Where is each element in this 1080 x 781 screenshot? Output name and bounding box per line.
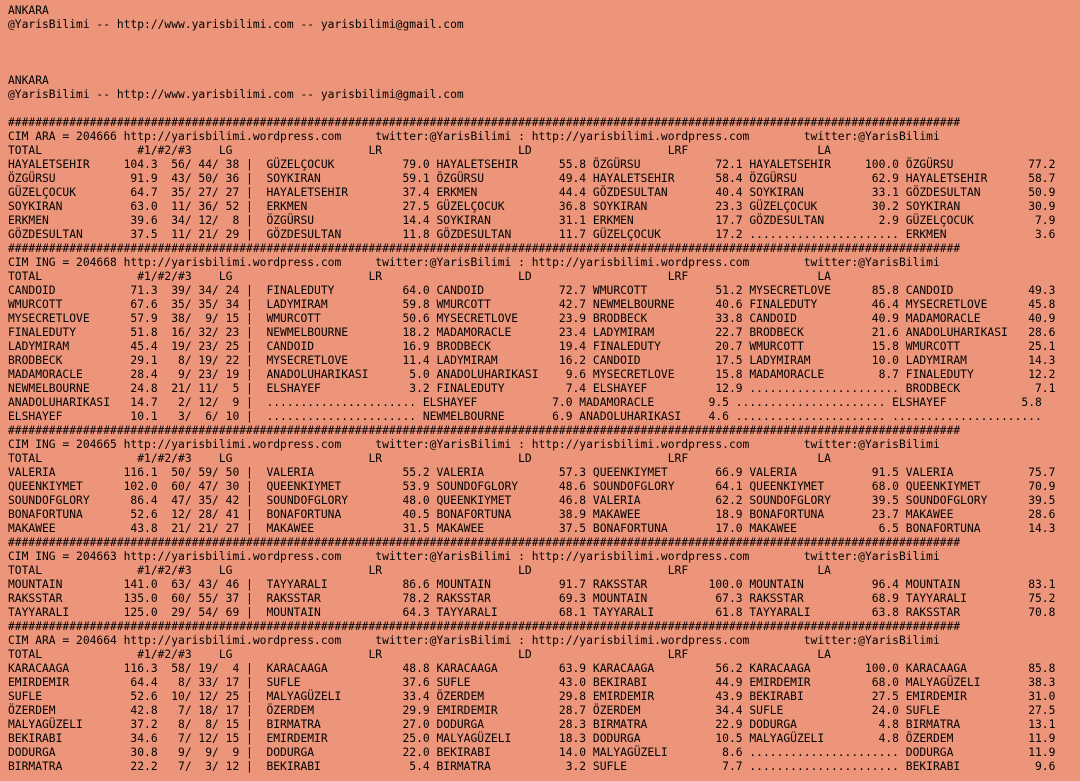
text-line: ############################################################################################################################################ <box>8 242 961 255</box>
text-line: ANKARA <box>8 74 49 87</box>
text-line: RAKSSTAR 135.0 60/ 55/ 37 | RAKSSTAR 78.2 RAKSSTAR 69.3 MOUNTAIN 67.3 RAKSSTAR 68.9 TAYYARALI 75.2 <box>8 592 1056 605</box>
text-line: ANKARA <box>8 4 49 17</box>
text-line <box>8 102 1080 116</box>
text-line: TOTAL #1/#2/#3 LG LR LD LRF LA <box>8 648 831 661</box>
text-line: BIRMATRA 22.2 7/ 3/ 12 | BEKIRABI 5.4 BIRMATRA 3.2 SUFLE 7.7 ...................... BEKIRABI 9.6 <box>8 760 1056 773</box>
text-line: HAYALETSEHIR 104.3 56/ 44/ 38 | GÜZELÇOCUK 79.0 HAYALETSEHIR 55.8 ÖZGÜRSU 72.1 HAYALETSEHIR 100.0 ÖZGÜRSU 77.2 <box>8 158 1056 171</box>
text-line: BONAFORTUNA 52.6 12/ 28/ 41 | BONAFORTUNA 40.5 BONAFORTUNA 38.9 MAKAWEE 18.9 BONAFORTUNA 23.7 MAKAWEE 28.6 <box>8 508 1056 521</box>
text-line: WMURCOTT 67.6 35/ 35/ 34 | LADYMIRAM 59.8 WMURCOTT 42.7 NEWMELBOURNE 40.6 FINALEDUTY 46.4 MYSECRETLOVE 45.8 <box>8 298 1056 311</box>
text-line: ÖZERDEM 42.8 7/ 18/ 17 | ÖZERDEM 29.9 EMIRDEMIR 28.7 ÖZERDEM 34.4 SUFLE 24.0 SUFLE 27.5 <box>8 704 1056 717</box>
text-line: CIM ING = 204663 http://yarisbilimi.wordpress.com twitter:@YarisBilimi : http://yarisbilimi.wordpress.com twitter:@YarisBilimi <box>8 550 940 563</box>
text-line: GÜZELÇOCUK 64.7 35/ 27/ 27 | HAYALETSEHIR 37.4 ERKMEN 44.4 GÖZDESULTAN 40.4 SOYKIRAN 33.1 GÖZDESULTAN 50.9 <box>8 186 1056 199</box>
text-line: GÖZDESULTAN 37.5 11/ 21/ 29 | GÖZDESULTAN 11.8 GÖZDESULTAN 11.7 GÜZELÇOCUK 17.2 ...................... ERKMEN 3.6 <box>8 228 1056 241</box>
text-line <box>8 32 1080 46</box>
text-line: SOUNDOFGLORY 86.4 47/ 35/ 42 | SOUNDOFGLORY 48.0 QUEENKIYMET 46.8 VALERIA 62.2 SOUNDOFGLORY 39.5 SOUNDOFGLORY 39.5 <box>8 494 1056 507</box>
text-line: TOTAL #1/#2/#3 LG LR LD LRF LA <box>8 144 831 157</box>
text-line: TOTAL #1/#2/#3 LG LR LD LRF LA <box>8 452 831 465</box>
text-line <box>8 60 1080 74</box>
text-line: CIM ARA = 204664 http://yarisbilimi.wordpress.com twitter:@YarisBilimi : http://yarisbilimi.wordpress.com twitter:@YarisBilimi <box>8 634 940 647</box>
text-line: EMIRDEMIR 64.4 8/ 33/ 17 | SUFLE 37.6 SUFLE 43.0 BEKIRABI 44.9 EMIRDEMIR 68.0 MALYAGÜZELI 38.3 <box>8 676 1056 689</box>
text-line: QUEENKIYMET 102.0 60/ 47/ 30 | QUEENKIYMET 53.9 SOUNDOFGLORY 48.6 SOUNDOFGLORY 64.1 QUEENKIYMET 68.0 QUEENKIYMET 70.9 <box>8 480 1056 493</box>
text-line: ############################################################################################################################################ <box>8 424 961 437</box>
text-line: TOTAL #1/#2/#3 LG LR LD LRF LA <box>8 270 831 283</box>
text-line: ERKMEN 39.6 34/ 12/ 8 | ÖZGÜRSU 14.4 SOYKIRAN 31.1 ERKMEN 17.7 GÖZDESULTAN 2.9 GÜZELÇOCUK 7.9 <box>8 214 1056 227</box>
text-line: MOUNTAIN 141.0 63/ 43/ 46 | TAYYARALI 86.6 MOUNTAIN 91.7 RAKSSTAR 100.0 MOUNTAIN 96.4 MOUNTAIN 83.1 <box>8 578 1056 591</box>
text-line: @YarisBilimi -- http://www.yarisbilimi.com -- yarisbilimi@gmail.com <box>8 88 464 101</box>
text-line: TOTAL #1/#2/#3 LG LR LD LRF LA <box>8 564 831 577</box>
text-line <box>8 46 1080 60</box>
text-line: CIM ING = 204668 http://yarisbilimi.wordpress.com twitter:@YarisBilimi : http://yarisbilimi.wordpress.com twitter:@YarisBilimi <box>8 256 940 269</box>
text-line: ELSHAYEF 10.1 3/ 6/ 10 | ...................... NEWMELBOURNE 6.9 ANADOLUHARIKASI 4.6 ...................... ...................... <box>8 410 1042 423</box>
text-line: MYSECRETLOVE 57.9 38/ 9/ 15 | WMURCOTT 50.6 MYSECRETLOVE 23.9 BRODBECK 33.8 CANDOID 40.9 MADAMORACLE 40.9 <box>8 312 1056 325</box>
text-line: TAYYARALI 125.0 29/ 54/ 69 | MOUNTAIN 64.3 TAYYARALI 68.1 TAYYARALI 61.8 TAYYARALI 63.8 RAKSSTAR 70.8 <box>8 606 1056 619</box>
text-line: MALYAGÜZELI 37.2 8/ 8/ 15 | BIRMATRA 27.0 DODURGA 28.3 BIRMATRA 22.9 DODURGA 4.8 BIRMATRA 13.1 <box>8 718 1056 731</box>
text-line: CIM ARA = 204666 http://yarisbilimi.wordpress.com twitter:@YarisBilimi : http://yarisbilimi.wordpress.com twitter:@YarisBilimi <box>8 130 940 143</box>
text-line: BRODBECK 29.1 8/ 19/ 22 | MYSECRETLOVE 11.4 LADYMIRAM 16.2 CANDOID 17.5 LADYMIRAM 10.0 LADYMIRAM 14.3 <box>8 354 1056 367</box>
text-line: KARACAAGA 116.3 58/ 19/ 4 | KARACAAGA 48.8 KARACAAGA 63.9 KARACAAGA 56.2 KARACAAGA 100.0 KARACAAGA 85.8 <box>8 662 1056 675</box>
text-line: VALERIA 116.1 50/ 59/ 50 | VALERIA 55.2 VALERIA 57.3 QUEENKIYMET 66.9 VALERIA 91.5 VALERIA 75.7 <box>8 466 1056 479</box>
text-line: LADYMIRAM 45.4 19/ 23/ 25 | CANDOID 16.9 BRODBECK 19.4 FINALEDUTY 20.7 WMURCOTT 15.8 WMURCOTT 25.1 <box>8 340 1056 353</box>
text-line: SUFLE 52.6 10/ 12/ 25 | MALYAGÜZELI 33.4 ÖZERDEM 29.8 EMIRDEMIR 43.9 BEKIRABI 27.5 EMIRDEMIR 31.0 <box>8 690 1056 703</box>
text-line: BEKIRABI 34.6 7/ 12/ 15 | EMIRDEMIR 25.0 MALYAGÜZELI 18.3 DODURGA 10.5 MALYAGÜZELI 4.8 ÖZERDEM 11.9 <box>8 732 1056 745</box>
text-line: ############################################################################################################################################ <box>8 116 961 129</box>
text-line: ÖZGÜRSU 91.9 43/ 50/ 36 | SOYKIRAN 59.1 ÖZGÜRSU 49.4 HAYALETSEHIR 58.4 ÖZGÜRSU 62.9 HAYALETSEHIR 58.7 <box>8 172 1056 185</box>
text-line: SOYKIRAN 63.0 11/ 36/ 52 | ERKMEN 27.5 GÜZELÇOCUK 36.8 SOYKIRAN 23.3 GÜZELÇOCUK 30.2 SOYKIRAN 30.9 <box>8 200 1056 213</box>
text-line: @YarisBilimi -- http://www.yarisbilimi.com -- yarisbilimi@gmail.com <box>8 18 464 31</box>
text-line: NEWMELBOURNE 24.8 21/ 11/ 5 | ELSHAYEF 3.2 FINALEDUTY 7.4 ELSHAYEF 12.9 ...................... BRODBECK 7.1 <box>8 382 1056 395</box>
text-line: DODURGA 30.8 9/ 9/ 9 | DODURGA 22.0 BEKIRABI 14.0 MALYAGÜZELI 8.6 ...................... DODURGA 11.9 <box>8 746 1056 759</box>
text-line: FINALEDUTY 51.8 16/ 32/ 23 | NEWMELBOURNE 18.2 MADAMORACLE 23.4 LADYMIRAM 22.7 BRODBECK 21.6 ANADOLUHARIKASI 28.6 <box>8 326 1056 339</box>
text-line: CANDOID 71.3 39/ 34/ 24 | FINALEDUTY 64.0 CANDOID 72.7 WMURCOTT 51.2 MYSECRETLOVE 85.8 CANDOID 49.3 <box>8 284 1056 297</box>
text-line: MAKAWEE 43.8 21/ 21/ 27 | MAKAWEE 31.5 MAKAWEE 37.5 BONAFORTUNA 17.0 MAKAWEE 6.5 BONAFORTUNA 14.3 <box>8 522 1056 535</box>
text-line: CIM ING = 204665 http://yarisbilimi.wordpress.com twitter:@YarisBilimi : http://yarisbilimi.wordpress.com twitter:@YarisBilimi <box>8 438 940 451</box>
text-line: ANADOLUHARIKASI 14.7 2/ 12/ 9 | ...................... ELSHAYEF 7.0 MADAMORACLE 9.5 ...................... ELSHAYEF 5.8 <box>8 396 1042 409</box>
text-line: ############################################################################################################################################ <box>8 620 961 633</box>
text-line: ############################################################################################################################################ <box>8 536 961 549</box>
text-line: MADAMORACLE 28.4 9/ 23/ 19 | ANADOLUHARIKASI 5.0 ANADOLUHARIKASI 9.6 MYSECRETLOVE 15.8 MADAMORACLE 8.7 FINALEDUTY 12.2 <box>8 368 1056 381</box>
